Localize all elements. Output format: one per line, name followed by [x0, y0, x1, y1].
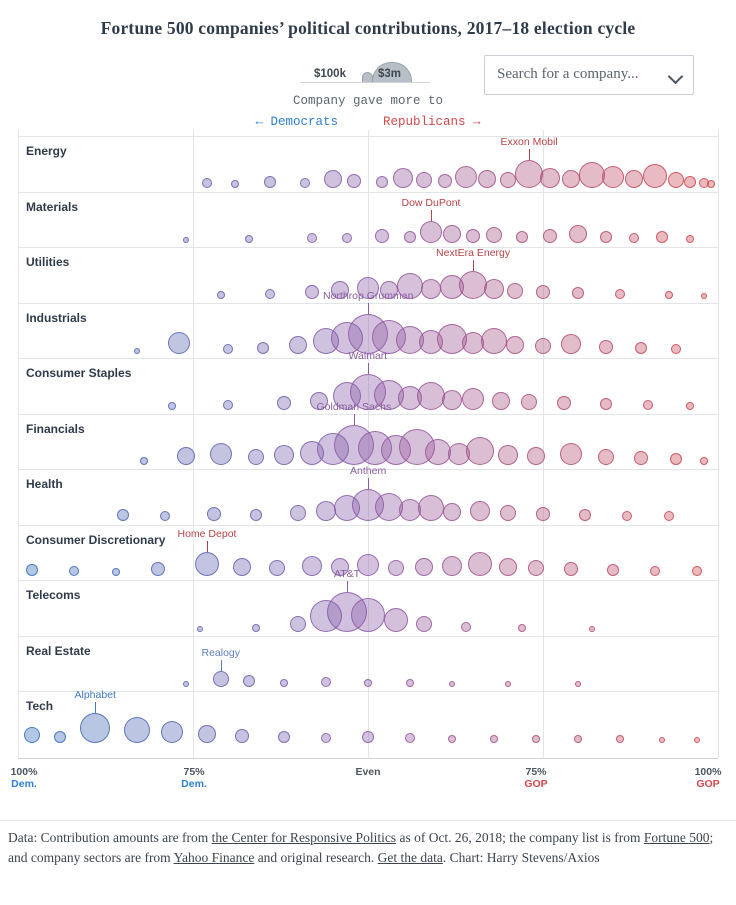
- company-bubble[interactable]: [527, 447, 545, 465]
- company-bubble[interactable]: [24, 727, 40, 743]
- company-bubble[interactable]: [486, 227, 502, 243]
- party-legend: [0, 115, 736, 129]
- company-bubble[interactable]: [300, 178, 310, 188]
- company-bubble[interactable]: [684, 176, 696, 188]
- company-bubble[interactable]: [248, 449, 264, 465]
- company-bubble[interactable]: [589, 626, 595, 632]
- company-bubble[interactable]: [210, 443, 232, 465]
- company-bubble[interactable]: [562, 170, 580, 188]
- company-bubble[interactable]: [233, 558, 251, 576]
- company-bubble[interactable]: [490, 735, 498, 743]
- company-bubble[interactable]: [561, 334, 581, 354]
- company-bubble[interactable]: [161, 721, 183, 743]
- sector-band: [18, 580, 718, 581]
- footer-text-5: . Chart: Harry Stevens/Axios: [442, 850, 600, 865]
- company-bubble[interactable]: [197, 626, 203, 632]
- gridline: [718, 130, 719, 758]
- company-bubble[interactable]: [574, 735, 582, 743]
- axis-tick-party: GOP: [524, 778, 548, 790]
- legend-caption: Company gave more to: [292, 94, 444, 108]
- company-bubble[interactable]: [442, 556, 462, 576]
- company-bubble[interactable]: [459, 271, 487, 299]
- company-bubble[interactable]: [321, 733, 331, 743]
- company-bubble[interactable]: [615, 289, 625, 299]
- company-bubble[interactable]: [665, 291, 673, 299]
- annotation-leader-line: [473, 260, 474, 271]
- sector-band: [18, 414, 718, 415]
- company-bubble[interactable]: [183, 681, 189, 687]
- annotation-label: Exxon Mobil: [500, 135, 558, 148]
- company-bubble[interactable]: [635, 342, 647, 354]
- company-bubble[interactable]: [405, 733, 415, 743]
- axis-tick: [678, 766, 736, 790]
- company-bubble[interactable]: [223, 344, 233, 354]
- company-bubble[interactable]: [252, 624, 260, 632]
- gridline: [193, 130, 194, 758]
- company-bubble[interactable]: [183, 237, 189, 243]
- company-bubble[interactable]: [462, 388, 484, 410]
- axis-tick-value: 100%: [10, 766, 38, 778]
- company-bubble[interactable]: [643, 164, 667, 188]
- company-bubble[interactable]: [694, 737, 700, 743]
- sector-band: [18, 691, 718, 692]
- company-bubble[interactable]: [357, 554, 379, 576]
- company-bubble[interactable]: [701, 293, 707, 299]
- company-bubble[interactable]: [650, 566, 660, 576]
- x-axis: [0, 762, 736, 802]
- sector-label-consumer-staples: Consumer Staples: [26, 366, 132, 380]
- footer-text-3: ; and company sectors are from: [8, 830, 714, 865]
- company-bubble[interactable]: [543, 229, 557, 243]
- company-bubble[interactable]: [269, 560, 285, 576]
- sector-label-materials: Materials: [26, 199, 79, 214]
- company-bubble[interactable]: [686, 235, 694, 243]
- company-bubble[interactable]: [659, 737, 665, 743]
- company-bubble[interactable]: [321, 677, 331, 687]
- annotation-leader-line: [207, 541, 208, 552]
- company-bubble[interactable]: [80, 713, 110, 743]
- company-bubble[interactable]: [671, 344, 681, 354]
- company-bubble[interactable]: [686, 402, 694, 410]
- company-bubble[interactable]: [656, 231, 668, 243]
- gridline: [18, 130, 19, 758]
- company-bubble[interactable]: [575, 681, 581, 687]
- company-bubble[interactable]: [290, 616, 306, 632]
- axis-tick-value: 100%: [694, 766, 722, 778]
- footer-link-crp[interactable]: the Center for Responsive Politics: [211, 830, 397, 845]
- company-bubble[interactable]: [700, 457, 708, 465]
- company-bubble[interactable]: [250, 509, 262, 521]
- company-bubble[interactable]: [418, 495, 444, 521]
- sector-label-tech: Tech: [26, 699, 54, 713]
- company-bubble[interactable]: [235, 729, 249, 743]
- company-bubble[interactable]: [243, 675, 255, 687]
- company-bubble[interactable]: [417, 382, 445, 410]
- legend-baseline: [300, 82, 430, 83]
- company-bubble[interactable]: [217, 291, 225, 299]
- annotation-label: NextEra Energy: [436, 246, 511, 259]
- company-bubble[interactable]: [516, 231, 528, 243]
- company-bubble[interactable]: [468, 552, 492, 576]
- company-bubble[interactable]: [393, 168, 413, 188]
- sector-label-industrials: Industrials: [26, 310, 87, 325]
- company-bubble[interactable]: [607, 564, 619, 576]
- axis-tick-value: 75%: [183, 766, 205, 778]
- size-legend: [300, 56, 430, 82]
- legend-democrats: ← Democrats: [255, 115, 338, 129]
- company-bubble[interactable]: [124, 717, 150, 743]
- company-bubble[interactable]: [643, 400, 653, 410]
- sector-label-utilities: Utilities: [26, 255, 70, 269]
- company-bubble[interactable]: [207, 507, 221, 521]
- company-bubble[interactable]: [499, 558, 517, 576]
- company-bubble[interactable]: [69, 566, 79, 576]
- company-bubble[interactable]: [316, 501, 336, 521]
- company-bubble[interactable]: [515, 160, 543, 188]
- company-bubble[interactable]: [622, 511, 632, 521]
- company-bubble[interactable]: [572, 287, 584, 299]
- company-bubble[interactable]: [302, 556, 322, 576]
- company-bubble[interactable]: [569, 225, 587, 243]
- annotation-label: AT&T: [334, 567, 361, 580]
- annotation-label: Walmart: [348, 349, 388, 362]
- company-bubble[interactable]: [342, 233, 352, 243]
- footer-link-fortune500[interactable]: Fortune 500: [643, 830, 710, 845]
- company-bubble[interactable]: [668, 172, 684, 188]
- company-bubble[interactable]: [484, 279, 504, 299]
- footer-note: [8, 828, 728, 868]
- company-bubble[interactable]: [376, 176, 388, 188]
- company-bubble[interactable]: [305, 285, 319, 299]
- company-bubble[interactable]: [112, 568, 120, 576]
- sector-band: [18, 247, 718, 248]
- company-bubble[interactable]: [289, 336, 307, 354]
- company-bubble[interactable]: [481, 328, 507, 354]
- company-bubble[interactable]: [602, 166, 624, 188]
- company-bubble[interactable]: [536, 507, 550, 521]
- company-bubble[interactable]: [500, 505, 516, 521]
- sector-label-energy: Energy: [26, 144, 67, 158]
- company-bubble[interactable]: [324, 170, 342, 188]
- company-bubble[interactable]: [505, 681, 511, 687]
- company-bubble[interactable]: [54, 731, 66, 743]
- company-bubble[interactable]: [362, 731, 374, 743]
- company-bubble[interactable]: [507, 283, 523, 299]
- company-bubble[interactable]: [421, 279, 441, 299]
- company-bubble[interactable]: [223, 400, 233, 410]
- company-bubble[interactable]: [364, 679, 372, 687]
- company-bubble[interactable]: [404, 231, 416, 243]
- company-bubble[interactable]: [492, 392, 510, 410]
- company-bubble[interactable]: [478, 170, 496, 188]
- company-bubble[interactable]: [280, 679, 288, 687]
- sector-band: [18, 192, 718, 193]
- company-search-input[interactable]: [484, 55, 694, 95]
- company-bubble[interactable]: [274, 445, 294, 465]
- axis-tick-party: Dem.: [181, 778, 207, 790]
- annotation-label: Home Depot: [177, 528, 237, 540]
- annotation-leader-line: [368, 363, 369, 374]
- annotation-label: Alphabet: [74, 688, 116, 701]
- company-bubble[interactable]: [168, 402, 176, 410]
- annotation-label: Dow DuPont: [401, 197, 461, 209]
- axis-rule: [18, 758, 718, 759]
- company-bubble[interactable]: [600, 398, 612, 410]
- company-bubble[interactable]: [532, 735, 540, 743]
- company-bubble[interactable]: [448, 735, 456, 743]
- company-bubble[interactable]: [264, 176, 276, 188]
- company-bubble[interactable]: [692, 566, 702, 576]
- company-bubble[interactable]: [231, 180, 239, 188]
- axis-tick: [164, 766, 224, 790]
- annotation-leader-line: [368, 303, 369, 314]
- company-bubble[interactable]: [406, 679, 414, 687]
- company-bubble[interactable]: [278, 731, 290, 743]
- company-bubble[interactable]: [168, 332, 190, 354]
- company-bubble[interactable]: [616, 735, 624, 743]
- footer-link-yahoo[interactable]: Yahoo Finance: [173, 850, 255, 865]
- company-bubble[interactable]: [245, 235, 253, 243]
- company-bubble[interactable]: [518, 624, 526, 632]
- company-bubble[interactable]: [151, 562, 165, 576]
- annotation-label: Anthem: [350, 464, 387, 477]
- company-bubble[interactable]: [117, 509, 129, 521]
- sector-label-health: Health: [26, 477, 63, 491]
- company-bubble[interactable]: [599, 340, 613, 354]
- chevron-down-icon[interactable]: [668, 69, 684, 85]
- company-bubble[interactable]: [560, 443, 582, 465]
- annotation-leader-line: [347, 581, 348, 592]
- sector-band: [18, 136, 718, 137]
- company-bubble[interactable]: [634, 451, 648, 465]
- axis-tick: [506, 766, 566, 790]
- company-bubble[interactable]: [307, 233, 317, 243]
- sector-band: [18, 525, 718, 526]
- company-bubble[interactable]: [195, 552, 219, 576]
- size-legend-small-label: $100k: [314, 68, 346, 80]
- company-bubble[interactable]: [265, 289, 275, 299]
- company-bubble[interactable]: [384, 608, 408, 632]
- company-bubble[interactable]: [134, 348, 140, 354]
- company-bubble[interactable]: [347, 174, 361, 188]
- axis-tick-value: 75%: [525, 766, 547, 778]
- footer-link-getdata[interactable]: Get the data: [377, 850, 443, 865]
- company-bubble[interactable]: [466, 437, 494, 465]
- axis-tick-party: GOP: [696, 778, 720, 790]
- sector-label-consumer-discretionary: Consumer Discretionary: [26, 532, 166, 547]
- company-bubble[interactable]: [535, 338, 551, 354]
- company-bubble[interactable]: [415, 558, 433, 576]
- company-bubble[interactable]: [564, 562, 578, 576]
- company-bubble[interactable]: [177, 447, 195, 465]
- company-bubble[interactable]: [277, 396, 291, 410]
- footer-text-1: Data: Contribution amounts are from: [8, 830, 212, 845]
- company-bubble[interactable]: [598, 449, 614, 465]
- company-bubble[interactable]: [557, 396, 571, 410]
- company-bubble[interactable]: [443, 225, 461, 243]
- size-legend-large-label: $3m: [378, 68, 402, 80]
- search-placeholder: Search for a company...: [497, 66, 639, 82]
- company-bubble[interactable]: [461, 622, 471, 632]
- sector-label-financials: Financials: [26, 421, 85, 436]
- company-bubble[interactable]: [466, 229, 480, 243]
- company-bubble[interactable]: [498, 445, 518, 465]
- annotation-leader-line: [221, 660, 222, 671]
- company-bubble[interactable]: [443, 503, 461, 521]
- company-bubble[interactable]: [579, 162, 605, 188]
- annotation-leader-line: [95, 702, 96, 713]
- bubble-chart: [0, 130, 736, 770]
- annotation-leader-line: [529, 149, 530, 160]
- company-bubble[interactable]: [416, 172, 432, 188]
- company-bubble[interactable]: [416, 616, 432, 632]
- company-bubble[interactable]: [160, 511, 170, 521]
- axis-tick-value: Even: [355, 766, 381, 778]
- company-bubble[interactable]: [442, 390, 462, 410]
- company-bubble[interactable]: [540, 168, 560, 188]
- company-bubble[interactable]: [670, 453, 682, 465]
- company-bubble[interactable]: [579, 509, 591, 521]
- company-bubble[interactable]: [664, 511, 674, 521]
- sector-label-telecoms: Telecoms: [26, 588, 81, 602]
- axis-tick-party: Dem.: [11, 778, 37, 790]
- footer-text-4: and original research.: [254, 850, 378, 865]
- company-bubble[interactable]: [290, 505, 306, 521]
- company-bubble[interactable]: [536, 285, 550, 299]
- company-bubble[interactable]: [375, 229, 389, 243]
- company-bubble[interactable]: [625, 170, 643, 188]
- annotation-leader-line: [431, 210, 432, 221]
- company-bubble[interactable]: [521, 394, 537, 410]
- company-bubble[interactable]: [455, 166, 477, 188]
- footer-text-2: as of Oct. 26, 2018; the company list is from: [396, 830, 644, 845]
- company-bubble[interactable]: [388, 560, 404, 576]
- company-bubble[interactable]: [202, 178, 212, 188]
- legend-republicans: Republicans →: [383, 115, 481, 129]
- company-bubble[interactable]: [438, 174, 452, 188]
- axis-tick: [0, 766, 54, 790]
- company-bubble[interactable]: [470, 501, 490, 521]
- company-bubble[interactable]: [600, 231, 612, 243]
- company-bubble[interactable]: [213, 671, 229, 687]
- company-bubble[interactable]: [449, 681, 455, 687]
- company-bubble[interactable]: [257, 342, 269, 354]
- company-bubble[interactable]: [629, 233, 639, 243]
- company-bubble[interactable]: [707, 180, 715, 188]
- gridline: [543, 130, 544, 758]
- annotation-leader-line: [368, 478, 369, 489]
- company-bubble[interactable]: [500, 172, 516, 188]
- annotation-leader-line: [354, 414, 355, 425]
- sector-band: [18, 636, 718, 637]
- annotation-label: Realogy: [201, 647, 241, 659]
- annotation-label: Goldman Sachs: [316, 401, 392, 413]
- company-bubble[interactable]: [351, 598, 385, 632]
- company-bubble[interactable]: [198, 725, 216, 743]
- company-bubble[interactable]: [26, 564, 38, 576]
- annotation-label: Northrop Grumman: [323, 290, 414, 302]
- axis-tick: [338, 766, 398, 778]
- footer-divider: [0, 820, 736, 821]
- company-bubble[interactable]: [140, 457, 148, 465]
- sector-label-real-estate: Real Estate: [26, 643, 91, 658]
- company-bubble[interactable]: [506, 336, 524, 354]
- page-title: Fortune 500 companies’ political contributions, 2017–18 election cycle: [100, 18, 636, 38]
- company-bubble[interactable]: [420, 221, 442, 243]
- company-bubble[interactable]: [528, 560, 544, 576]
